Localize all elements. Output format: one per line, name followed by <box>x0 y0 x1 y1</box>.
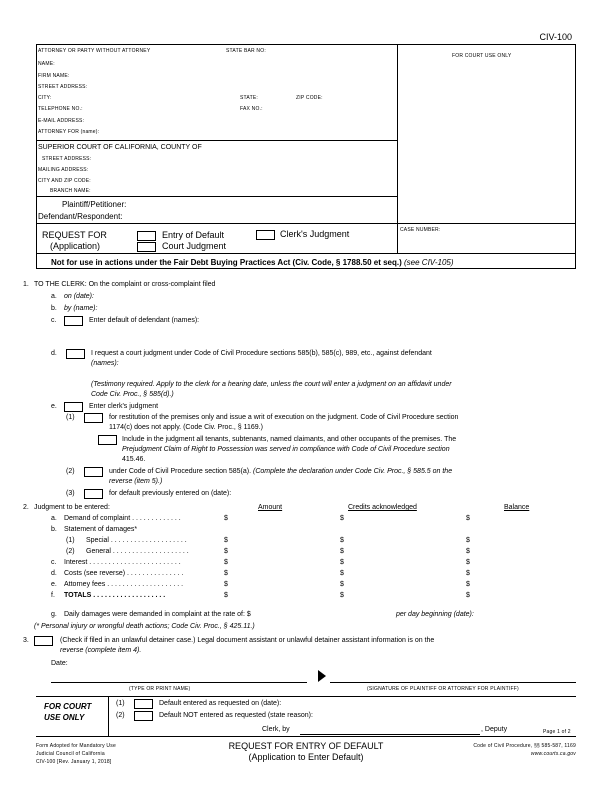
item1e1-lbl: (1) <box>66 414 75 421</box>
footer-url: www.courts.ca.gov <box>530 751 576 757</box>
page-number: Page 1 of 2 <box>543 729 571 735</box>
default-entered-checkbox[interactable] <box>134 699 153 709</box>
judgment-row-label: (1) <box>66 537 75 544</box>
item1e1c: Include in the judgment all tenants, subtenants, named claimants, and other occupants of the premises. The <box>122 436 457 443</box>
dollar-sign: $ <box>340 581 344 588</box>
dollar-sign: $ <box>466 548 470 555</box>
dollar-sign: $ <box>466 515 470 522</box>
item1e1: for restitution of the premises only and issue a writ of execution on the judgment. Code of Civil Procedure section <box>109 414 459 421</box>
date-label: Date: <box>51 660 68 667</box>
judgment-row-label: c. <box>51 559 57 566</box>
arrow-right-icon <box>318 670 326 682</box>
item1d-note2: Code Civ. Proc., § 585(d).) <box>91 391 174 398</box>
footer-code: Code of Civil Procedure, §§ 585-587, 1169 <box>473 743 576 749</box>
item1e3-checkbox[interactable] <box>84 489 103 499</box>
item2g: Daily damages were demanded in complaint at the rate of: $ <box>64 611 251 618</box>
name-label: NAME: <box>38 61 55 67</box>
clerks-judgment-checkbox[interactable] <box>256 230 275 240</box>
judgment-row-label: e. <box>51 581 57 588</box>
item1e1e: 415.46. <box>122 456 146 463</box>
case-number-label: CASE NUMBER: <box>400 227 441 233</box>
entry-of-default-label: Entry of Default <box>162 230 225 240</box>
firm-label: FIRM NAME: <box>38 73 70 79</box>
signature-label: (SIGNATURE OF PLAINTIFF OR ATTORNEY FOR PLAINTIFF) <box>367 686 519 692</box>
court-judgment-checkbox[interactable] <box>137 242 156 252</box>
deputy-label: , Deputy <box>481 726 508 733</box>
fax-label: FAX NO.: <box>240 106 263 112</box>
item1e3-lbl: (3) <box>66 490 75 497</box>
item1e2b: (Complete the declaration under Code Civ. Proc., § 585.5 on the <box>252 468 453 475</box>
dollar-sign: $ <box>466 581 470 588</box>
dollar-sign: $ <box>224 581 228 588</box>
street-label: STREET ADDRESS: <box>38 84 88 90</box>
clerk-by-label: Clerk, by <box>262 726 290 733</box>
judgment-row-text: Statement of damages* <box>64 526 138 533</box>
city-label: CITY: <box>38 95 52 101</box>
dollar-sign: $ <box>224 548 228 555</box>
item1-num: 1. <box>23 281 29 288</box>
dollar-sign: $ <box>340 537 344 544</box>
dollar-sign: $ <box>224 570 228 577</box>
court-title: SUPERIOR COURT OF CALIFORNIA, COUNTY OF <box>38 144 202 151</box>
court-only-label2: USE ONLY <box>44 713 85 722</box>
item1c-checkbox[interactable] <box>64 316 83 326</box>
item1e-checkbox[interactable] <box>64 402 83 412</box>
court-mailing-label: MAILING ADDRESS: <box>38 167 89 173</box>
item2g-lbl: g. <box>51 611 57 618</box>
item1e2-checkbox[interactable] <box>84 467 103 477</box>
item1d-note1: (Testimony required. Apply to the clerk for a hearing date, unless the court will enter a judgment on an affidavit under <box>91 381 452 388</box>
default-not-entered-label: Default NOT entered as requested (state reason): <box>159 712 313 719</box>
dollar-sign: $ <box>466 592 470 599</box>
entry-of-default-checkbox[interactable] <box>137 231 156 241</box>
clerks-judgment-label: Clerk's Judgment <box>280 229 350 239</box>
dollar-sign: $ <box>340 592 344 599</box>
court-only-label1: FOR COURT <box>44 702 92 711</box>
item2g2: per day beginning (date): <box>396 611 474 618</box>
judgment-row-text: Special . . . . . . . . . . . . . . . . . . . . <box>86 537 187 544</box>
email-label: E-MAIL ADDRESS: <box>38 118 85 124</box>
col-balance: Balance <box>504 504 530 511</box>
col-amount: Amount <box>258 504 283 511</box>
item1a: on (date): <box>64 293 94 300</box>
dollar-sign: $ <box>340 570 344 577</box>
item3-num: 3. <box>23 637 29 644</box>
item1d: I request a court judgment under Code of Civil Procedure sections 585(b), 585(c), 989, etc., against defendant <box>91 350 432 357</box>
item1-title: TO THE CLERK: On the complaint or cross-complaint filed <box>34 281 216 288</box>
item1d-lbl: d. <box>51 350 57 357</box>
dollar-sign: $ <box>224 592 228 599</box>
form-id: CIV-100 <box>539 32 572 42</box>
item1d-checkbox[interactable] <box>66 349 85 359</box>
item1e2-lbl: (2) <box>66 468 75 475</box>
type-name-label: (TYPE OR PRINT NAME) <box>129 686 191 692</box>
dollar-sign: $ <box>466 559 470 566</box>
dollar-sign: $ <box>224 515 228 522</box>
attorney-for-label: ATTORNEY FOR (name): <box>38 129 100 135</box>
item1c-lbl: c. <box>51 317 57 324</box>
item1e2c: reverse (item 5).) <box>109 478 163 485</box>
dollar-sign: $ <box>340 548 344 555</box>
item3-text2: reverse (complete item 4). <box>60 647 142 654</box>
item1e3: for default previously entered on (date): <box>109 490 232 497</box>
item1e: Enter clerk's judgment <box>89 403 159 410</box>
judgment-row-text: TOTALS . . . . . . . . . . . . . . . . . . . <box>64 592 166 599</box>
attorney-label: ATTORNEY OR PARTY WITHOUT ATTORNEY <box>38 48 151 54</box>
item3-text: (Check if filed in an unlawful detainer case.) Legal document assistant or unlawful detainer assistant information is on the <box>60 637 435 644</box>
item1b-lbl: b. <box>51 305 57 312</box>
court-judgment-label: Court Judgment <box>162 241 227 251</box>
item1a-lbl: a. <box>51 293 57 300</box>
dollar-sign: $ <box>340 515 344 522</box>
judgment-row-label: (2) <box>66 548 75 555</box>
item1d2: (names): <box>91 360 119 367</box>
notice-text: Not for use in actions under the Fair Debt Buying Practices Act (Civ. Code, § 1788.50 et seq.) <box>51 258 402 267</box>
item1e1b <box>109 424 263 431</box>
dollar-sign: $ <box>466 570 470 577</box>
judgment-row-text: Interest . . . . . . . . . . . . . . . . . . . . . . . . <box>64 559 181 566</box>
judgment-row-text: Attorney fees . . . . . . . . . . . . . . . . . . . . <box>64 581 184 588</box>
item1c: Enter default of defendant (names): <box>89 317 200 324</box>
footer-title2: (Application to Enter Default) <box>248 752 364 762</box>
footer-adopted1: Form Adopted for Mandatory Use <box>36 743 116 749</box>
dollar-sign: $ <box>466 537 470 544</box>
request-application: (Application) <box>50 241 101 251</box>
court-city-label: CITY AND ZIP CODE: <box>38 178 91 184</box>
item2-num: 2. <box>23 504 29 511</box>
notice-ref: (see CIV-105) <box>404 258 454 267</box>
judgment-row-label: b. <box>51 526 57 533</box>
item1b: by (name): <box>64 305 98 312</box>
request-for-label: REQUEST FOR <box>42 230 107 240</box>
tel-label: TELEPHONE NO.: <box>38 106 83 112</box>
court-only-2-lbl: (2) <box>116 712 125 719</box>
item1e1-include-checkbox[interactable] <box>98 435 117 445</box>
judgment-row-label: d. <box>51 570 57 577</box>
state-label: STATE: <box>240 95 258 101</box>
state-bar-label: STATE BAR NO: <box>226 48 266 54</box>
col-credits: Credits acknowledged <box>348 504 417 511</box>
footer-title1: REQUEST FOR ENTRY OF DEFAULT <box>228 741 384 751</box>
zip-label: ZIP CODE: <box>296 95 323 101</box>
court-branch-label: BRANCH NAME: <box>50 188 91 194</box>
item1e-lbl: e. <box>51 403 57 410</box>
defendant-label: Defendant/Respondent: <box>38 212 123 221</box>
item1e1-checkbox[interactable] <box>84 413 103 423</box>
dollar-sign: $ <box>340 559 344 566</box>
judgment-row-text: Demand of complaint . . . . . . . . . . . . . <box>64 515 181 522</box>
court-street-label: STREET ADDRESS: <box>42 156 92 162</box>
notice <box>51 258 454 267</box>
footer-adopted3: CIV-100 [Rev. January 1, 2018] <box>36 759 112 765</box>
item1e1d: Prejudgment Claim of Right to Possession was served in compliance with Code of Civil Procedure section <box>122 446 450 453</box>
judgment-row-label: f. <box>51 592 55 599</box>
footer-adopted2: Judicial Council of California <box>36 751 105 757</box>
item1e1b-text: 1174(c) does not apply. (Code Civ. Proc., § 1169.) <box>109 424 263 431</box>
judgment-row-text: General . . . . . . . . . . . . . . . . . . . . <box>86 548 189 555</box>
dollar-sign: $ <box>224 537 228 544</box>
judgment-row-text: Costs (see reverse) . . . . . . . . . . . . . . . <box>64 570 184 577</box>
default-not-entered-checkbox[interactable] <box>134 711 153 721</box>
default-entered-label: Default entered as requested on (date): <box>159 700 282 707</box>
item3-checkbox[interactable] <box>34 636 53 646</box>
item2-footnote: (* Personal injury or wrongful death actions; Code Civ. Proc., § 425.11.) <box>34 623 255 630</box>
item1e2: under Code of Civil Procedure section 585(a). <box>109 468 252 475</box>
dollar-sign: $ <box>224 559 228 566</box>
plaintiff-label: Plaintiff/Petitioner: <box>62 200 127 209</box>
court-only-1-lbl: (1) <box>116 700 125 707</box>
judgment-row-label: a. <box>51 515 57 522</box>
court-use-label: FOR COURT USE ONLY <box>452 53 512 59</box>
item2-title: Judgment to be entered: <box>34 504 110 511</box>
